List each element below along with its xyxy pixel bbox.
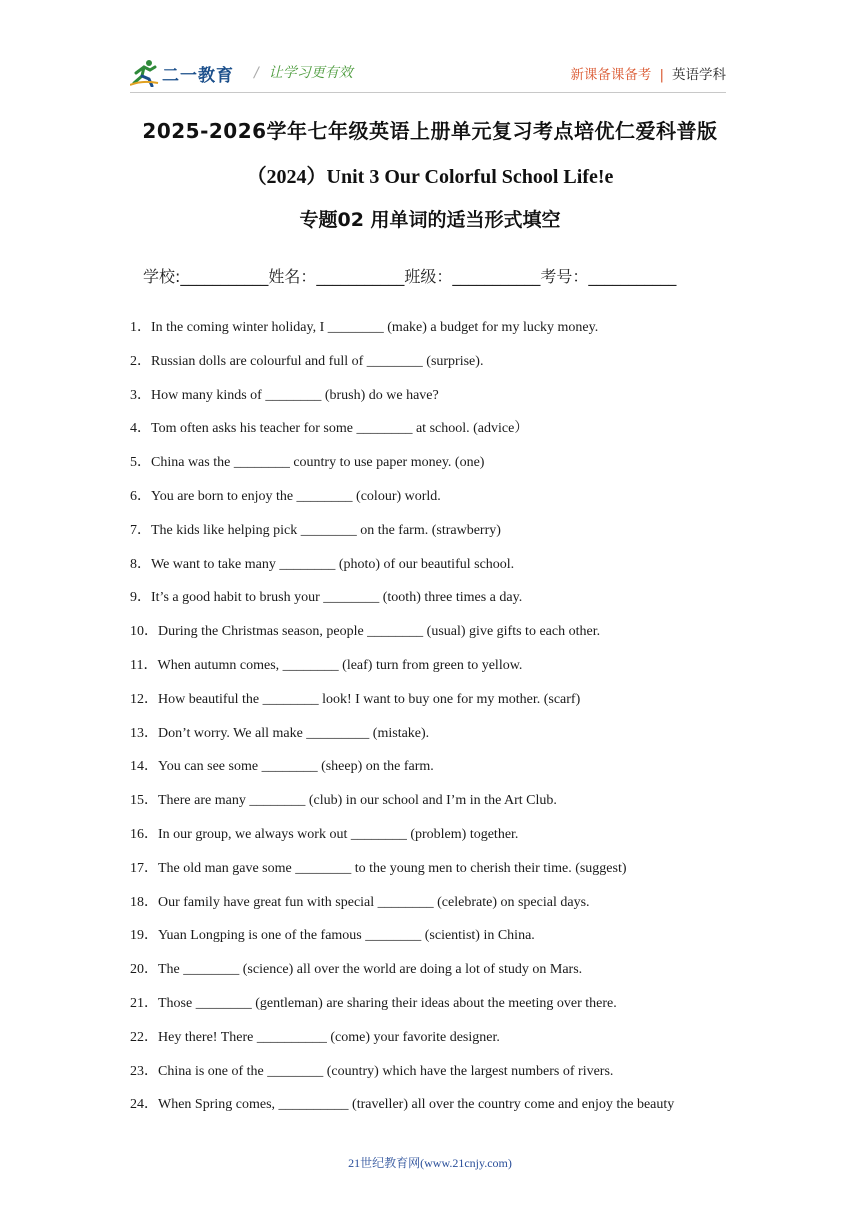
question-item: 8．We want to take many ________ (photo) of our beautiful school. — [130, 556, 515, 572]
question-item: 16．In our group, we always work out ________ (problem) together. — [130, 827, 519, 842]
question-item: 9．It’s a good habit to brush your ________ (tooth) three times a day. — [130, 590, 523, 606]
question-item: 17．The old man gave some ________ to the young men to cherish their time. (suggest) — [130, 860, 627, 876]
question-item: 2．Russian dolls are colourful and full of ________ (surprise). — [130, 353, 484, 369]
question-item: 20．The ________ (science) all over the world are doing a lot of study on Mars. — [130, 962, 583, 978]
doc-title: 2025-2026学年七年级英语上册单元复习考点培优仁爱科普版 — [142, 119, 718, 143]
question-item: 18．Our family have great fun with special ________ (celebrate) on special days. — [130, 894, 590, 910]
logo — [130, 58, 234, 88]
slogan-text: 让学习更有效 — [268, 65, 353, 81]
question-item: 23．China is one of the ________ (country) which have the largest numbers of rivers. — [130, 1063, 614, 1079]
question-item: 5．China was the ________ country to use paper money. (one) — [130, 455, 485, 471]
question-item: 10．During the Christmas season, people ________ (usual) give gifts to each other. — [130, 624, 601, 640]
header-divider — [130, 92, 726, 93]
footer-source: 21世纪教育网(www.21cnjy.com) — [348, 1156, 512, 1170]
question-item: 21．Those ________ (gentleman) are sharing their ideas about the meeting over there. — [130, 996, 617, 1011]
question-item: 1．In the coming winter holiday, I ________ (make) a budget for my lucky money. — [130, 320, 599, 335]
student-info-line: 学校:___________姓名：___________班级：___________考号：___________ — [143, 267, 677, 286]
logo-text: 二一教育 — [162, 65, 234, 86]
question-item: 3．How many kinds of ________ (brush) do we have? — [130, 387, 439, 403]
page-header — [130, 54, 726, 90]
doc-title-unit: （2024）Unit 3 Our Colorful School Life!e — [246, 166, 614, 188]
question-item: 6．You are born to enjoy the ________ (colour) world. — [130, 489, 441, 504]
question-item: 14．You can see some ________ (sheep) on the farm. — [130, 759, 434, 775]
question-item: 24．When Spring comes, __________ (traveller) all over the country come and enjoy the beauty — [130, 1097, 675, 1113]
question-item: 13．Don’t worry. We all make _________ (mistake). — [130, 725, 430, 741]
header-subject-label: 英语学科 — [672, 67, 726, 83]
runner-logo-icon — [130, 59, 160, 87]
question-item: 7．The kids like helping pick ________ on the farm. (strawberry) — [130, 522, 501, 538]
slogan: / 让学习更有效 — [254, 65, 353, 81]
header-subject — [570, 63, 726, 83]
question-item: 22．Hey there! There __________ (come) your favorite designer. — [130, 1029, 500, 1045]
header-separator: | — [659, 67, 664, 83]
doc-subtitle: 专题02 用单词的适当形式填空 — [299, 209, 561, 231]
question-item: 12．How beautiful the ________ look! I want to buy one for my mother. (scarf) — [130, 691, 581, 707]
question-item: 15．There are many ________ (club) in our school and I’m in the Art Club. — [130, 793, 557, 809]
question-item: 11．When autumn comes, ________ (leaf) turn from green to yellow. — [130, 658, 523, 673]
header-course-label: 新课备课备考 — [570, 67, 652, 83]
question-item: 19．Yuan Longping is one of the famous ________ (scientist) in China. — [130, 928, 535, 944]
question-item: 4．Tom often asks his teacher for some ________ at school. (advice） — [130, 421, 529, 437]
